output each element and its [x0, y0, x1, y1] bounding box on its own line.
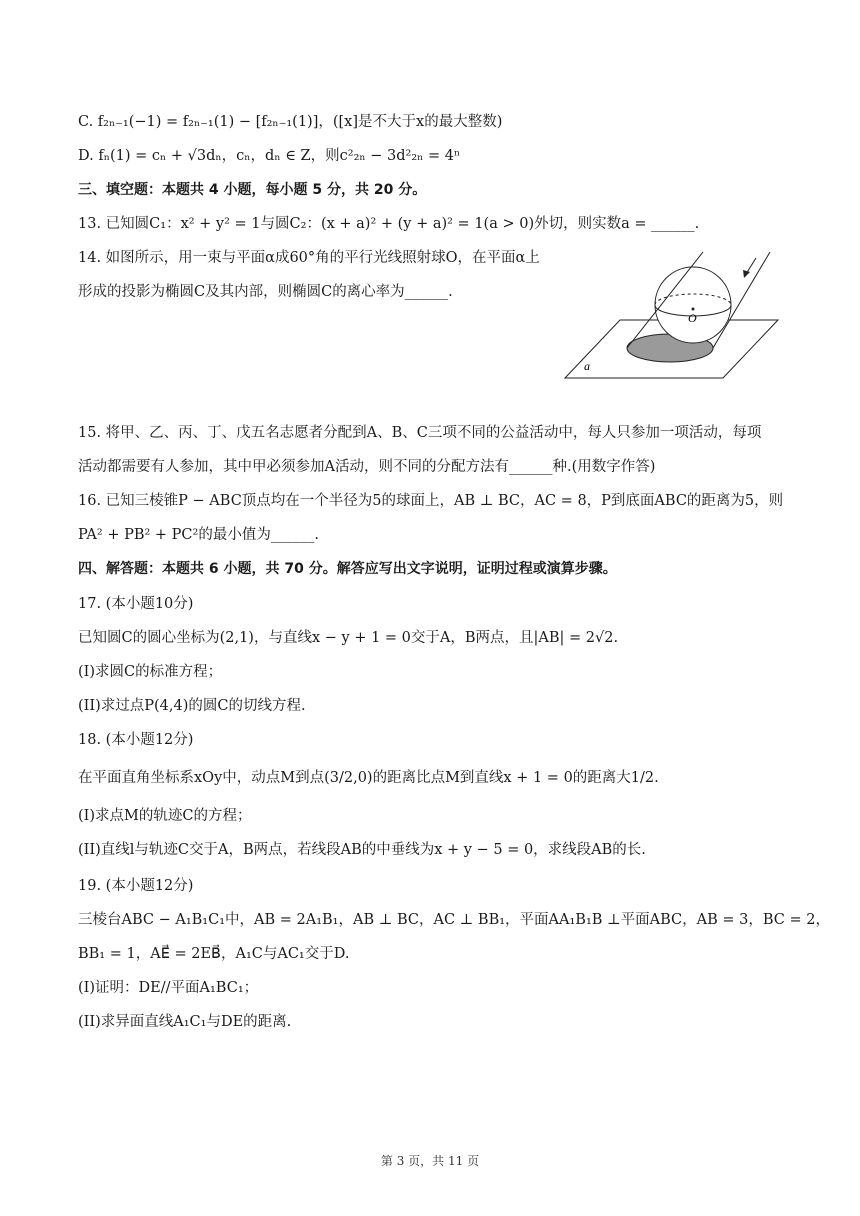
center-label: O: [688, 311, 697, 325]
sphere-o: [655, 267, 731, 343]
option-d: D. fₙ(1) = cₙ + √3dₙ，cₙ，dₙ ∈ Z，则c²₂ₙ − 3d²₂ₙ = 4ⁿ: [78, 148, 461, 164]
question-17-stem: 已知圆C的圆心坐标为(2,1)，与直线x − y + 1 = 0交于A，B两点，且|AB| = 2√2.: [78, 630, 619, 646]
question-17-part-2: (II)求过点P(4,4)的圆C的切线方程.: [78, 698, 306, 714]
sphere-projection-svg: [560, 250, 785, 385]
question-14-line-2: 形成的投影为椭圆C及其内部，则椭圆C的离心率为______.: [78, 284, 453, 300]
plane-label: a: [584, 359, 590, 373]
option-c: C. f₂ₙ₋₁(−1) = f₂ₙ₋₁(1) − [f₂ₙ₋₁(1)]，([x]是不大于x的最大整数): [78, 114, 503, 130]
question-13: 13. 已知圆C₁：x² + y² = 1与圆C₂：(x + a)² + (y + a)² = 1(a > 0)外切，则实数a = ______.: [78, 216, 700, 232]
question-19-part-2: (II)求异面直线A₁C₁与DE的距离.: [78, 1014, 292, 1030]
section-answer-heading: 四、解答题：本题共 6 小题，共 70 分。解答应写出文字说明，证明过程或演算步骤。: [78, 561, 617, 577]
sphere-projection-figure: [560, 250, 785, 385]
question-19-stem-2: BB₁ = 1，AE⃗ = 2EB⃗，A₁C与AC₁交于D.: [78, 946, 350, 962]
question-17-part-1: (I)求圆C的标准方程；: [78, 664, 223, 680]
light-arrow-head: [743, 270, 750, 278]
question-19-stem-1: 三棱台ABC − A₁B₁C₁中，AB = 2A₁B₁，AB ⊥ BC，AC ⊥ BB₁，平面AA₁B₁B ⊥平面ABC，AB = 3，BC = 2，: [78, 912, 830, 928]
question-15-line-1: 15. 将甲、乙、丙、丁、戊五名志愿者分配到A、B、C三项不同的公益活动中，每人只参加一项活动，每项: [78, 425, 762, 441]
question-18-header: 18. (本小题12分): [78, 732, 194, 748]
page-footer: 第 3 页，共 11 页: [380, 1154, 480, 1168]
question-18-stem: 在平面直角坐标系xOy中，动点M到点(3/2,0)的距离比点M到直线x + 1 = 0的距离大1/2.: [78, 770, 659, 786]
question-15-line-2: 活动都需要有人参加，其中甲必须参加A活动，则不同的分配方法有______种.(用数字作答): [78, 459, 656, 475]
question-16-line-1: 16. 已知三棱锥P − ABC顶点均在一个半径为5的球面上，AB ⊥ BC，AC = 8，P到底面ABC的距离为5，则: [78, 493, 784, 509]
question-19-header: 19. (本小题12分): [78, 878, 194, 894]
section-fill-in-heading: 三、填空题：本题共 4 小题，每小题 5 分，共 20 分。: [78, 182, 427, 198]
question-19-part-1: (I)证明：DE//平面A₁BC₁；: [78, 980, 259, 996]
question-14-line-1: 14. 如图所示，用一束与平面α成60°角的平行光线照射球O，在平面α上: [78, 250, 540, 266]
question-18-part-2: (II)直线l与轨迹C交于A，B两点，若线段AB的中垂线为x + y − 5 = 0，求线段AB的长.: [78, 842, 646, 858]
question-16-line-2: PA² + PB² + PC²的最小值为______.: [78, 527, 319, 543]
question-17-header: 17. (本小题10分): [78, 596, 194, 612]
question-18-part-1: (I)求点M的轨迹C的方程；: [78, 808, 252, 824]
